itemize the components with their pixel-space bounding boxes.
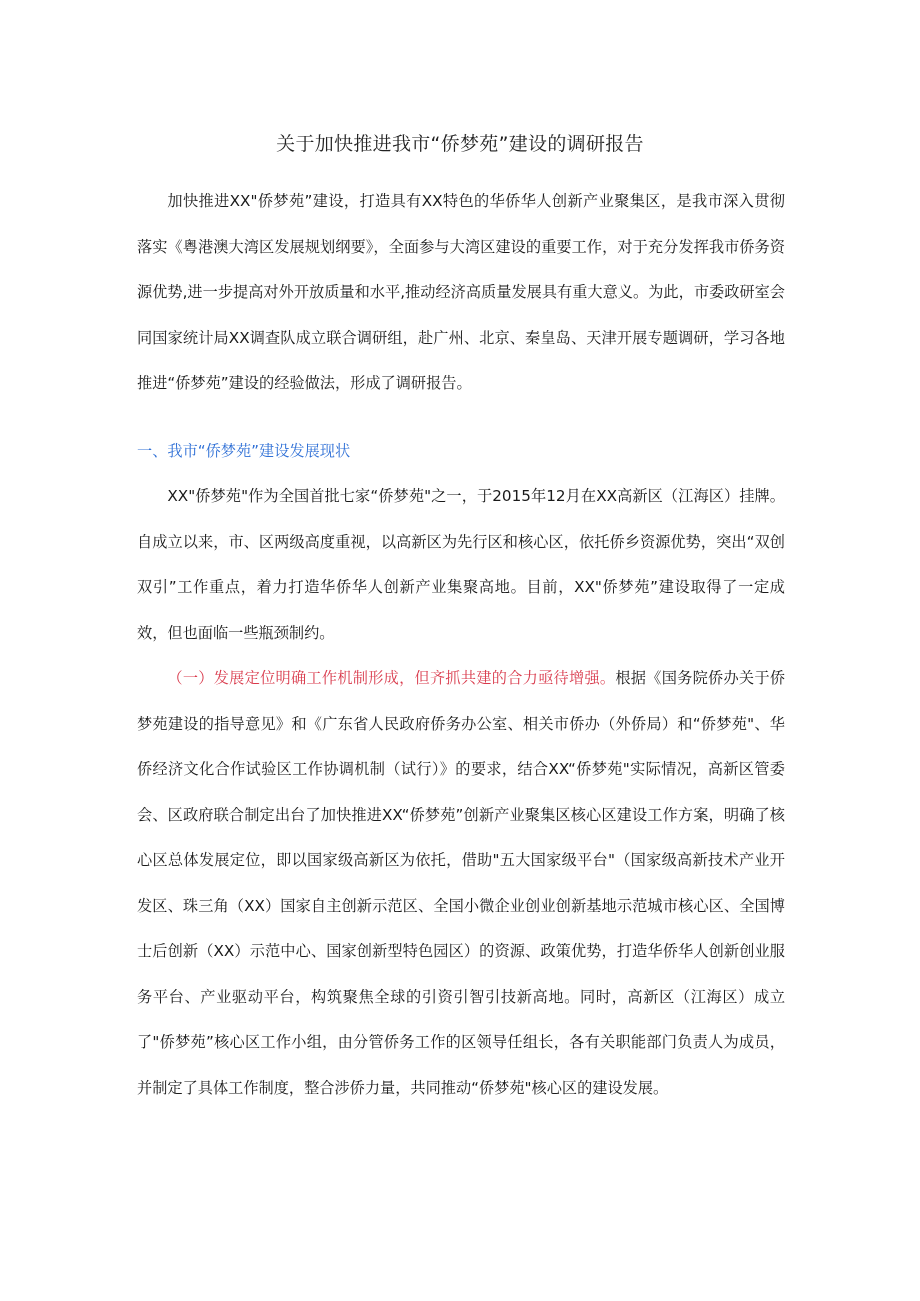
subsection-paragraph [137, 656, 785, 1111]
section-paragraph: XX"侨梦苑"作为全国首批七家“侨梦苑"之一，于2015年12月在XX高新区（江海区）挂牌。自成立以来，市、区两级高度重视，以高新区为先行区和核心区，依托侨乡资源优势，突出“双创双引”工作重点，着力打造华侨华人创新产业集聚高地。目前，XX"侨梦苑”建设取得了一定成效，但也面临一些瓶颈制约。 [137, 487, 785, 642]
subsection-lead: （一）发展定位明确工作机制形成，但齐抓共建的合力亟待增强。 [167, 669, 616, 687]
document-body [137, 179, 785, 1111]
document-title: 关于加快推进我市“侨梦苑”建设的调研报告 [276, 133, 644, 155]
subsection-body: 根据《国务院侨办关于侨梦苑建设的指导意见》和《广东省人民政府侨务办公室、相关市侨办（外侨局）和“侨梦苑"、华侨经济文化合作试验区工作协调机制（试行）》的要求，结合XX“侨梦苑"实际情况，高新区管委会、区政府联合制定出台了加快推进XX“侨梦苑”创新产业聚集区核心区建设工作方案，明确了核心区总体发展定位，即以国家级高新区为依托，借助"五大国家级平台"（国家级高新技术产业开发区、珠三角（XX）国家自主创新示范区、全国小微企业创业创新基地示范城市核心区、全国博士后创新（XX）示范中心、国家创新型特色园区）的资源、政策优势，打造华侨华人创新创业服务平台、产业驱动平台，构筑聚焦全球的引资引智引技新高地。同时，高新区（江海区）成立了"侨梦苑”核心区工作小组，由分管侨务工作的区领导任组长，各有关职能部门负责人为成员，并制定了具体工作制度，整合涉侨力量，共同推动“侨梦苑"核心区的建设发展。 [137, 669, 786, 1097]
section-spacer [137, 407, 785, 429]
section-heading: 一、我市“侨梦苑”建设发展现状 [137, 441, 351, 460]
intro-paragraph: 加快推进XX"侨梦苑”建设，打造具有XX特色的华侨华人创新产业聚集区，是我市深入贯彻落实《粤港澳大湾区发展规划纲要》，全面参与大湾区建设的重要工作，对于充分发挥我市侨务资源优势,进一步提高对外开放质量和水平,推动经济高质量发展具有重大意义。为此，市委政研室会同国家统计局XX调查队成立联合调研组，赴广州、北京、秦皇岛、天津开展专题调研，学习各地推进“侨梦苑”建设的经验做法，形成了调研报告。 [137, 192, 785, 392]
